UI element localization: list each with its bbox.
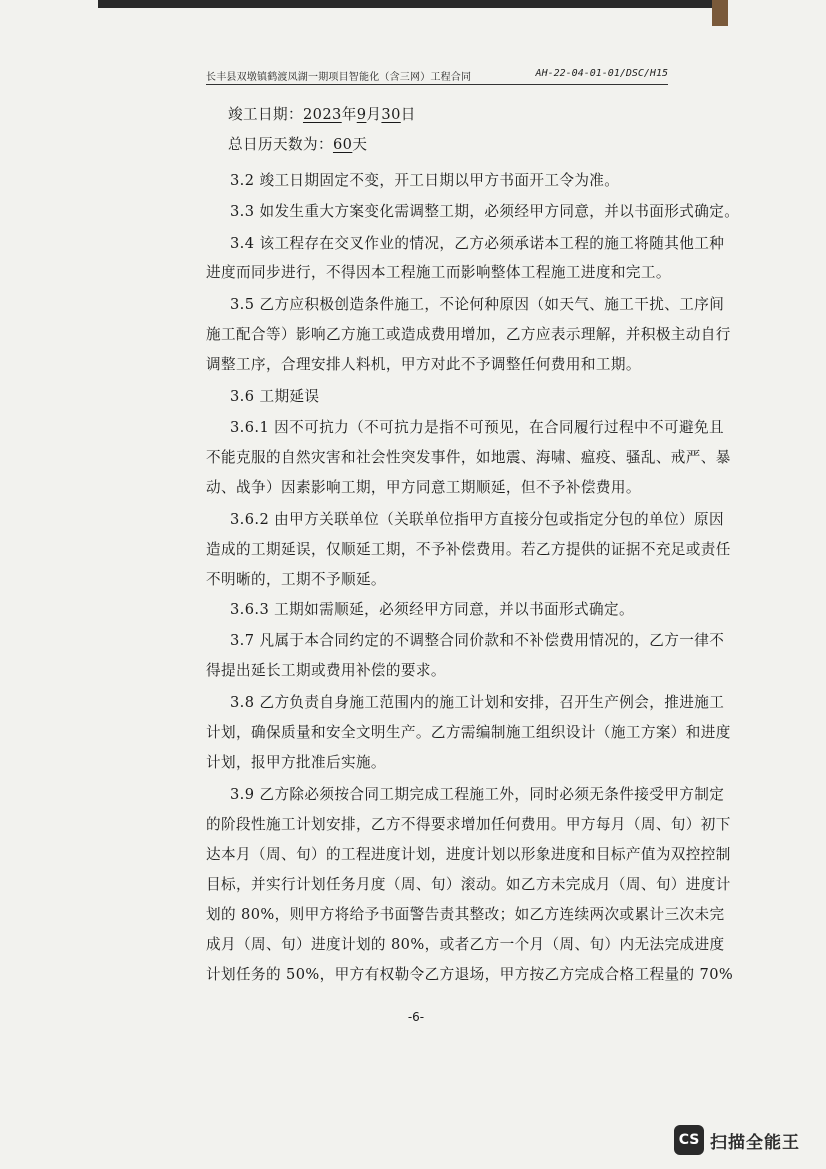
header-title: 长丰县双墩镇鹤渡凤湖一期项目智能化（含三网）工程合同 — [206, 72, 472, 83]
clause-3-4: 3.4 该工程存在交叉作业的情况，乙方必须承诺本工程的施工将随其他工种 — [230, 235, 725, 252]
completion-date-line — [228, 106, 416, 124]
total-days-unit: 天 — [352, 136, 368, 153]
clause-3-8-cont-2: 计划，报甲方批准后实施。 — [206, 754, 386, 771]
total-days-value: 60 — [332, 136, 353, 153]
page-number: -6- — [407, 1010, 425, 1024]
clause-3-9-cont-4: 划的 80%，则甲方将给予书面警告责其整改；如乙方连续两次或累计三次未完 — [206, 906, 725, 923]
completion-label: 竣工日期： — [228, 106, 303, 123]
clause-3-6-2: 3.6.2 由甲方关联单位（关联单位指甲方直接分包或指定分包的单位）原因 — [230, 511, 724, 528]
clause-3-9-cont-2: 达本月（周、旬）的工程进度计划，进度计划以形象进度和目标产值为双控控制 — [206, 846, 731, 863]
clause-3-6-1-cont-2: 动、战争）因素影响工期，甲方同意工期顺延，但不予补偿费用。 — [206, 479, 641, 496]
completion-year-unit: 年 — [341, 106, 357, 123]
clause-3-9-cont-1: 的阶段性施工计划安排，乙方不得要求增加任何费用。甲方每月（周、旬）初下 — [206, 816, 731, 833]
clause-3-8: 3.8 乙方负责自身施工范围内的施工计划和安排，召开生产例会，推进施工 — [230, 694, 725, 711]
clause-3-9: 3.9 乙方除必须按合同工期完成工程施工外，同时必须无条件接受甲方制定 — [230, 786, 725, 803]
completion-month: 9 — [356, 106, 367, 123]
clause-3-6-2-cont-2: 不明晰的，工期不予顺延。 — [206, 571, 386, 588]
clause-3-9-cont-5: 成月（周、旬）进度计划的 80%，或者乙方一个月（周、旬）内无法完成进度 — [206, 936, 725, 953]
clause-3-9-cont-6: 计划任务的 50%，甲方有权勒令乙方退场，甲方按乙方完成合格工程量的 70% — [206, 966, 734, 983]
clause-3-6-3: 3.6.3 工期如需顺延，必须经甲方同意，并以书面形式确定。 — [230, 601, 635, 618]
clause-3-7: 3.7 凡属于本合同约定的不调整合同价款和不补偿费用情况的，乙方一律不 — [230, 632, 725, 649]
clause-3-5: 3.5 乙方应积极创造条件施工，不论何种原因（如天气、施工干扰、工序间 — [230, 296, 725, 313]
scanner-watermark — [674, 1124, 800, 1156]
total-days-label: 总日历天数为： — [228, 136, 333, 153]
clause-3-5-cont-1: 施工配合等）影响乙方施工或造成费用增加，乙方应表示理解，并积极主动自行 — [206, 326, 731, 343]
clause-3-3: 3.3 如发生重大方案变化需调整工期，必须经甲方同意，并以书面形式确定。 — [230, 203, 740, 220]
completion-day: 30 — [381, 106, 401, 123]
page-header — [206, 66, 668, 85]
clause-3-9-cont-3: 目标，并实行计划任务月度（周、旬）滚动。如乙方未完成月（周、旬）进度计 — [206, 876, 731, 893]
clause-3-4-cont: 进度而同步进行，不得因本工程施工而影响整体工程施工进度和完工。 — [206, 264, 671, 281]
clause-3-6-1-cont-1: 不能克服的自然灾害和社会性突发事件，如地震、海啸、瘟疫、骚乱、戒严、暴 — [206, 449, 731, 466]
clause-3-6-heading: 3.6 工期延误 — [230, 388, 320, 405]
clause-3-7-cont: 得提出延长工期或费用补偿的要求。 — [206, 662, 446, 679]
clause-3-2: 3.2 竣工日期固定不变，开工日期以甲方书面开工令为准。 — [230, 172, 620, 189]
completion-day-unit: 日 — [400, 106, 416, 123]
header-code: AH-22-04-01-01/DSC/H15 — [535, 68, 668, 79]
completion-year: 2023 — [302, 106, 342, 123]
watermark-text: 扫描全能王 — [710, 1132, 800, 1153]
total-days-line — [228, 136, 367, 154]
clause-3-5-cont-2: 调整工序，合理安排人料机，甲方对此不予调整任何费用和工期。 — [206, 356, 641, 373]
completion-month-unit: 月 — [366, 106, 382, 123]
camscanner-logo-icon: CS — [674, 1125, 704, 1155]
clause-3-8-cont-1: 计划，确保质量和安全文明生产。乙方需编制施工组织设计（施工方案）和进度 — [206, 724, 731, 741]
clause-3-6-1: 3.6.1 因不可抗力（不可抗力是指不可预见，在合同履行过程中不可避免且 — [230, 419, 724, 436]
clause-3-6-2-cont-1: 造成的工期延误，仅顺延工期，不予补偿费用。若乙方提供的证据不充足或责任 — [206, 541, 731, 558]
